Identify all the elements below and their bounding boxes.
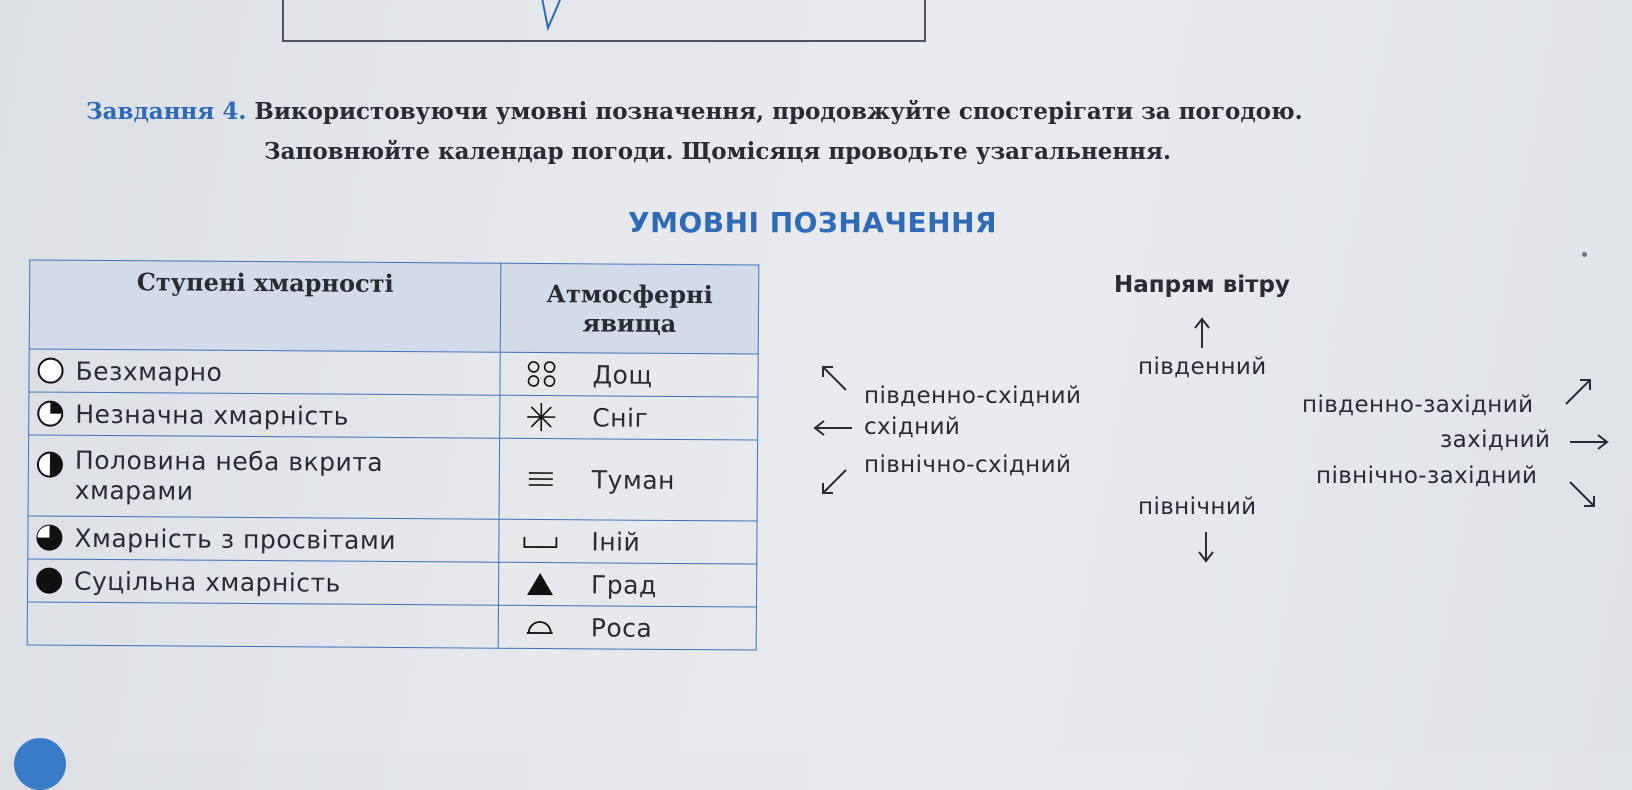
clear-sky-circle-icon bbox=[35, 356, 65, 386]
phenomena-header-line-1: Атмосферні bbox=[507, 279, 752, 310]
phenomena-header bbox=[500, 263, 759, 354]
wind-east-label: східний bbox=[864, 414, 960, 440]
wind-northwest-label: північно-західний bbox=[1316, 463, 1537, 489]
phenomenon-label-dew: Роса bbox=[591, 613, 653, 642]
task-line-1: Використовуючи умовні позначення, продовжуйте спостерігати за погодою. bbox=[254, 98, 1302, 125]
task-label: Завдання 4. bbox=[86, 98, 246, 125]
previous-task-box bbox=[282, 0, 926, 42]
wind-west-label: західний bbox=[1440, 427, 1550, 453]
dew-icon bbox=[524, 617, 556, 637]
table-row bbox=[27, 602, 756, 650]
wind-southeast-label: південно-східний bbox=[864, 383, 1081, 409]
phenomenon-label-rain: Дощ bbox=[592, 360, 652, 389]
half-cloud-circle-icon bbox=[35, 450, 65, 480]
arrow-left-icon bbox=[812, 418, 856, 438]
task-line-2: Заповнюйте календар погоди. Щомісяця проводьте узагальнення. bbox=[264, 132, 1303, 172]
cloudiness-label-broken: Хмарність з просвітами bbox=[74, 523, 396, 554]
frost-icon bbox=[520, 531, 560, 551]
cloudiness-label-overcast: Суцільна хмарність bbox=[74, 566, 341, 597]
fog-icon bbox=[523, 469, 559, 489]
globe-logo-icon bbox=[14, 738, 66, 790]
arrow-right-icon bbox=[1566, 432, 1610, 452]
arrow-down-left-icon bbox=[818, 466, 850, 498]
cloudiness-label-slight: Незначна хмарність bbox=[75, 399, 349, 430]
overcast-circle-icon bbox=[34, 565, 64, 595]
wind-northeast-label: північно-східний bbox=[864, 452, 1071, 478]
phenomenon-label-snow: Сніг bbox=[592, 403, 648, 432]
legend-table bbox=[27, 259, 760, 650]
hail-icon bbox=[525, 571, 555, 597]
cloudiness-label-clear: Безхмарно bbox=[75, 356, 222, 386]
wind-direction-title: Напрям вітру bbox=[1114, 272, 1290, 298]
table-row bbox=[29, 392, 758, 440]
table-row bbox=[27, 559, 756, 607]
rain-icon bbox=[523, 359, 559, 389]
quarter-cloud-circle-icon bbox=[35, 399, 65, 429]
wind-south-label: південний bbox=[1138, 354, 1267, 380]
three-quarter-cloud-circle-icon bbox=[34, 522, 64, 552]
box-stroke-mark bbox=[540, 0, 564, 36]
arrow-up-right-icon bbox=[1562, 376, 1596, 408]
legend-heading: УМОВНІ ПОЗНАЧЕННЯ bbox=[628, 206, 997, 239]
wind-north-label: північний bbox=[1138, 494, 1257, 520]
phenomenon-label-frost: Іній bbox=[591, 527, 640, 556]
phenomenon-label-hail: Град bbox=[591, 570, 657, 599]
snow-icon bbox=[523, 400, 559, 434]
task-instructions bbox=[86, 92, 1303, 172]
page-speck bbox=[1582, 252, 1587, 257]
table-row bbox=[29, 349, 758, 397]
cloudiness-header: Ступені хмарності bbox=[29, 260, 501, 352]
phenomena-header-line-2: явища bbox=[507, 308, 752, 339]
cloudiness-label-half: Половина неба вкрита хмарами bbox=[75, 446, 493, 509]
wind-southwest-label: південно-західний bbox=[1302, 392, 1533, 418]
table-row bbox=[28, 516, 757, 564]
arrow-down-icon bbox=[1194, 530, 1218, 564]
arrow-up-icon bbox=[1190, 316, 1214, 350]
table-row bbox=[28, 435, 758, 521]
arrow-down-right-icon bbox=[1566, 478, 1600, 512]
phenomenon-label-fog: Туман bbox=[592, 465, 675, 495]
arrow-up-left-icon bbox=[818, 362, 850, 394]
empty-cell bbox=[27, 602, 498, 648]
